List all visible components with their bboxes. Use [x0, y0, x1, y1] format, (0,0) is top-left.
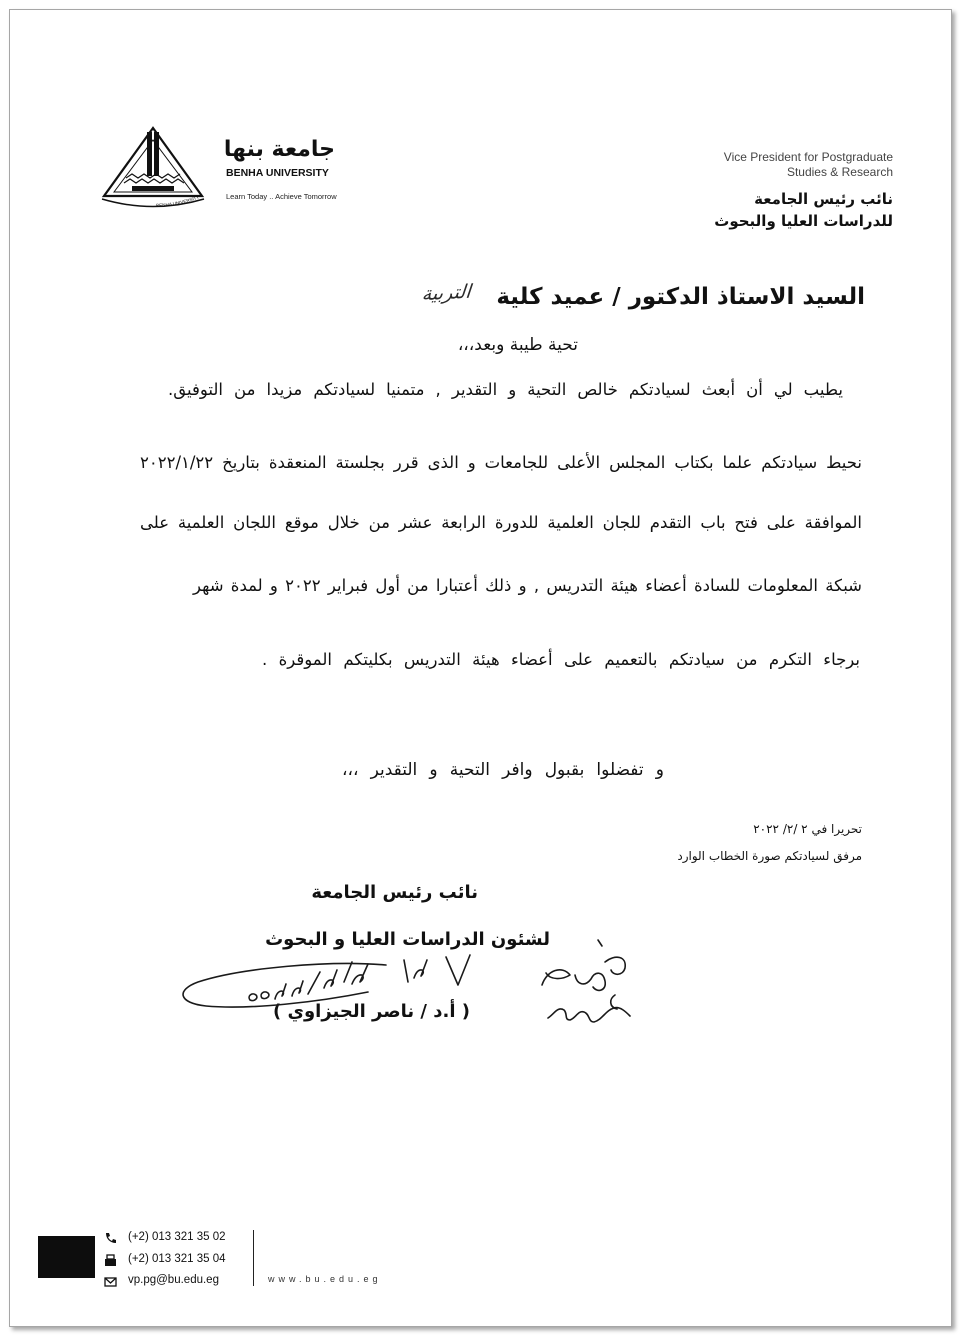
signatory-name: ( أ.د / ناصر الجيزاوي )	[272, 1001, 470, 1022]
university-tagline: Learn Today .. Achieve Tomorrow	[226, 192, 337, 201]
mail-icon	[104, 1275, 117, 1288]
recipient-line: السيد الاستاذ الدكتور / عميد كلية	[496, 284, 865, 310]
footer-phone: (+2) 013 321 35 02	[128, 1231, 226, 1243]
footer-black-block	[38, 1236, 95, 1278]
signatory-portfolio: لشئون الدراسات العليا و البحوث	[265, 929, 550, 950]
footer-website: www.bu.edu.eg	[268, 1274, 382, 1284]
body-line-2: نحيط سيادتكم علما بكتاب المجلس الأعلى للجامعات و الذى قرر بجلستة المنعقدة بتاريخ ٢٠٢٢/١/٢٢	[140, 453, 862, 472]
body-line-1: يطيب لي أن أبعث لسيادتكم خالص التحية و التقدير , متمنيا لسيادتكم مزيدا من التوفيق.	[168, 380, 843, 399]
university-name-en: BENHA UNIVERSITY	[226, 167, 329, 179]
footer-email: vp.pg@bu.edu.eg	[128, 1274, 219, 1286]
handwritten-signature	[170, 925, 650, 1040]
seal-text: BENHA UNIVERSITY	[155, 194, 200, 209]
office-title-en-line1: Vice President for Postgraduate	[723, 150, 893, 164]
greeting: تحية طيبة وبعد،،،	[457, 335, 578, 355]
closing-line: و تفضلوا بقبول وافر التحية و التقدير ،،،	[342, 760, 664, 780]
office-title-ar-line2: للدراسات العليا والبحوث	[714, 212, 893, 230]
date-line: تحريرا في ٢ /٢/ ٢٠٢٢	[753, 822, 862, 836]
body-line-5: برجاء التكرم من سيادتكم بالتعميم على أعضاء هيئة التدريس بكليتكم الموقرة .	[262, 650, 860, 669]
body-line-3: الموافقة على فتح باب التقدم للجان العلمية للدورة الرابعة عشر من خلال موقع اللجان العلمية على	[140, 513, 862, 532]
footer-divider	[253, 1230, 254, 1286]
signatory-title: نائب رئيس الجامعة	[311, 882, 478, 903]
university-name-ar: جامعة بنها	[223, 137, 335, 162]
university-logo	[98, 124, 208, 210]
footer-fax: (+2) 013 321 35 04	[128, 1253, 226, 1265]
body-line-4: شبكة المعلومات للسادة أعضاء هيئة التدريس , و ذلك أعتبارا من أول فبراير ٢٠٢٢ و لمدة شهر	[193, 576, 862, 595]
recipient-faculty-handwritten: التربية	[420, 280, 472, 306]
phone-icon	[104, 1232, 117, 1245]
attachment-line: مرفق لسيادتكم صورة الخطاب الوارد	[677, 849, 862, 863]
office-title-ar-line1: نائب رئيس الجامعة	[754, 190, 893, 208]
office-title-en-line2: Studies & Research	[786, 165, 893, 179]
fax-icon	[104, 1254, 117, 1267]
